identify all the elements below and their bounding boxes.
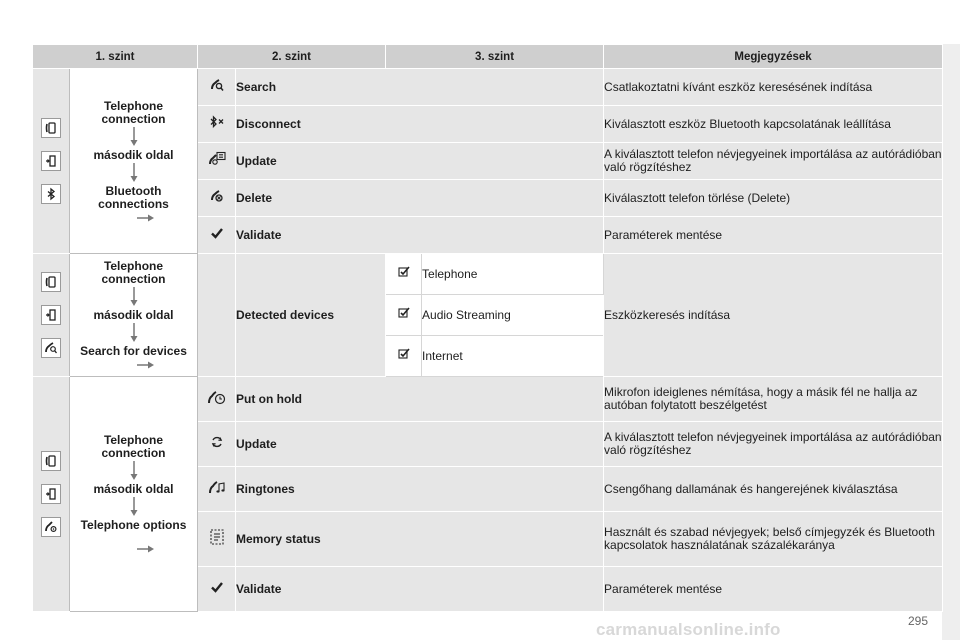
level1-title: Telephone (103, 433, 164, 447)
page-two-icon (41, 305, 61, 325)
page-number: 295 (908, 614, 929, 628)
table-header-row (33, 45, 943, 69)
option-put-on-hold: Put on hold (236, 377, 604, 422)
arrow-down-icon (129, 287, 139, 307)
table-row (33, 254, 943, 295)
level1-last-line2: connections (98, 196, 169, 211)
option-memory-status: Memory status (236, 512, 604, 567)
arrow-down-icon (129, 461, 139, 481)
group1-icons (33, 69, 70, 254)
option-search: Search (236, 69, 604, 106)
search-devices-icon (41, 338, 61, 358)
delete-phone-icon (198, 180, 236, 217)
level1-middle: második oldal (93, 482, 174, 496)
note-validate: Paraméterek mentése (604, 217, 943, 254)
note-validate: Paraméterek mentése (604, 567, 943, 612)
note-ringtones: Csengőhang dallamának és hangerejének kiválasztása (604, 467, 943, 512)
checkbox-icon (386, 336, 422, 377)
level1-title-line2: connection (101, 111, 166, 126)
update-refresh-icon (198, 422, 236, 467)
ringtones-icon (198, 467, 236, 512)
table-row (33, 69, 943, 106)
header-level3: 3. szint (386, 45, 604, 69)
sub-option-telephone: Telephone (422, 254, 604, 295)
phone-menu-icon (41, 272, 61, 292)
note-detected-devices: Eszközkeresés indítása (604, 254, 943, 377)
header-level2: 2. szint (198, 45, 386, 69)
page-edge-tab (942, 44, 960, 640)
note-memory-status: Használt és szabad névjegyek; belső címjegyzék és Bluetooth kapcsolatok használatának százalékaránya (604, 512, 943, 567)
page-two-icon (41, 484, 61, 504)
checkbox-icon (386, 295, 422, 336)
phone-menu-icon (41, 118, 61, 138)
note-update: A kiválasztott telefon névjegyeinek importálása az autórádióban való rögzítéshez (604, 143, 943, 180)
bluetooth-icon (41, 184, 61, 204)
level1-title: Telephone (103, 98, 164, 113)
group3-icons (33, 377, 70, 612)
header-notes: Megjegyzések (604, 45, 943, 69)
group2-icon-cell (198, 254, 236, 377)
level1-title: Telephone (103, 259, 164, 273)
option-update: Update (236, 422, 604, 467)
level1-middle: második oldal (93, 308, 174, 322)
table-row (33, 377, 943, 422)
note-disconnect: Kiválasztott eszköz Bluetooth kapcsolatának leállítása (604, 106, 943, 143)
put-on-hold-icon (198, 377, 236, 422)
note-delete: Kiválasztott telefon törlése (Delete) (604, 180, 943, 217)
update-contacts-icon (198, 143, 236, 180)
group3-level1 (70, 377, 198, 612)
arrow-right-icon (137, 544, 155, 554)
option-validate: Validate (236, 567, 604, 612)
option-disconnect: Disconnect (236, 106, 604, 143)
page-two-icon (41, 151, 61, 171)
disconnect-icon (198, 106, 236, 143)
level1-title-line2: connection (101, 446, 166, 460)
arrow-down-icon (129, 163, 139, 183)
arrow-right-icon (137, 360, 155, 370)
note-put-on-hold: Mikrofon ideiglenes némítása, hogy a másik fél ne hallja az autóban folytatott beszélgetést (604, 377, 943, 422)
option-update: Update (236, 143, 604, 180)
arrow-right-icon (137, 213, 155, 223)
option-delete: Delete (236, 180, 604, 217)
menu-table (32, 44, 943, 612)
header-level1: 1. szint (33, 45, 198, 69)
level1-last: Bluetooth (105, 183, 162, 198)
group2-level1 (70, 254, 198, 377)
option-ringtones: Ringtones (236, 467, 604, 512)
arrow-down-icon (129, 127, 139, 147)
note-search: Csatlakoztatni kívánt eszköz keresésének indítása (604, 69, 943, 106)
validate-check-icon (198, 217, 236, 254)
level1-middle: második oldal (93, 147, 174, 162)
option-validate: Validate (236, 217, 604, 254)
arrow-down-icon (129, 323, 139, 343)
option-detected-devices: Detected devices (236, 254, 386, 377)
sub-option-audio-streaming: Audio Streaming (422, 295, 604, 336)
level1-last: Telephone options (80, 518, 187, 532)
arrow-down-icon (129, 497, 139, 517)
group2-icons (33, 254, 70, 377)
phone-menu-icon (41, 451, 61, 471)
note-update: A kiválasztott telefon névjegyeinek importálása az autórádióban való rögzítéshez (604, 422, 943, 467)
sub-option-internet: Internet (422, 336, 604, 377)
group1-level1 (70, 69, 198, 254)
search-icon (198, 69, 236, 106)
watermark: carmanualsonline.info (596, 620, 781, 639)
memory-status-icon (198, 512, 236, 567)
checkbox-icon (386, 254, 422, 295)
validate-check-icon (198, 567, 236, 612)
telephone-options-icon (41, 517, 61, 537)
level1-title-line2: connection (101, 272, 166, 286)
level1-last: Search for devices (80, 344, 187, 358)
